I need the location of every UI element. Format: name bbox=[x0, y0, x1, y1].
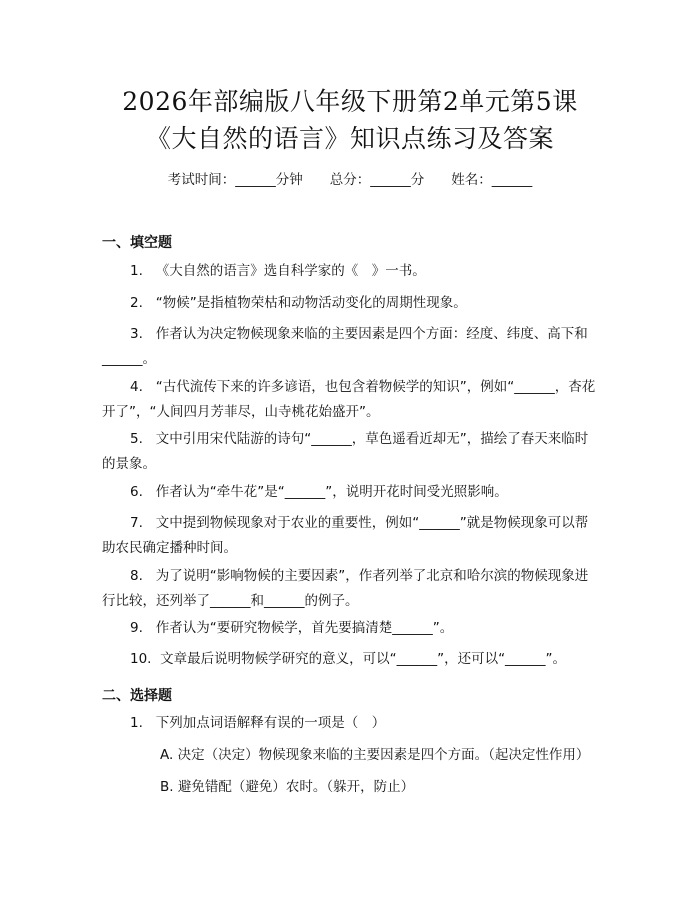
question-text: 作者认为“牵牛花”是“______”，说明开花时间受光照影响。 bbox=[155, 484, 508, 500]
question-text: 文章最后说明物候学研究的意义，可以“______”，还可以“______”。 bbox=[160, 651, 567, 667]
section-heading-choice: 二、选择题 bbox=[102, 688, 172, 704]
question-text: “物候”是指植物荣枯和动物活动变化的周期性现象。 bbox=[155, 295, 467, 311]
question-text: 《大自然的语言》选自科学家的《 》一书。 bbox=[155, 263, 426, 279]
section-heading-fill-in: 一、填空题 bbox=[102, 235, 172, 251]
question-fill-6 bbox=[102, 480, 598, 505]
question-number: 5. bbox=[130, 431, 143, 447]
question-number: 3. bbox=[130, 326, 143, 342]
title-line-1: 2026年部编版八年级下册第2单元第5课 bbox=[122, 87, 578, 116]
question-text: “古代流传下来的许多谚语，也包含着物候学的知识”，例如“______，杏花开了”，“人间四月芳菲尽，山寺桃花始盛开”。 bbox=[102, 379, 596, 420]
question-text: 文中提到物候现象对于农业的重要性，例如“______”就是物候现象可以帮助农民确定播种时间。 bbox=[102, 515, 589, 556]
question-fill-3 bbox=[102, 322, 598, 372]
question-number: 10. bbox=[130, 651, 152, 667]
question-number: 4. bbox=[130, 379, 143, 395]
exam-info: 考试时间：______分钟 总分：______分 姓名：______ bbox=[167, 172, 533, 188]
question-text: 为了说明“影响物候的主要因素”，作者列举了北京和哈尔滨的物候现象进行比较，还列举了______和______的例子。 bbox=[102, 568, 589, 609]
question-number: 1. bbox=[130, 715, 143, 731]
question-fill-1 bbox=[102, 259, 598, 284]
question-text: 下列加点词语解释有误的一项是（ ） bbox=[155, 715, 386, 731]
question-fill-2 bbox=[102, 291, 598, 316]
question-fill-9 bbox=[102, 616, 598, 641]
choice-option-b: B. 避免错配（避免）农时。（躲开，防止） bbox=[160, 779, 415, 795]
question-fill-8 bbox=[102, 564, 598, 614]
question-text: 作者认为“要研究物候学，首先要搞清楚______”。 bbox=[155, 620, 454, 636]
question-number: 2. bbox=[130, 295, 143, 311]
question-choice-1 bbox=[102, 711, 598, 736]
choice-option-a: A. 决定（决定）物候现象来临的主要因素是四个方面。（起决定性作用） bbox=[160, 747, 590, 763]
question-text: 作者认为决定物候现象来临的主要因素是四个方面：经度、纬度、高下和______。 bbox=[102, 326, 588, 367]
question-fill-4 bbox=[102, 375, 598, 425]
question-number: 1. bbox=[130, 263, 143, 279]
question-text: 文中引用宋代陆游的诗句“______，草色遥看近却无”，描绘了春天来临时的景象。 bbox=[102, 431, 589, 472]
question-fill-10 bbox=[102, 647, 598, 672]
question-number: 6. bbox=[130, 484, 143, 500]
title-line-2: 《大自然的语言》知识点练习及答案 bbox=[145, 124, 554, 153]
question-fill-5 bbox=[102, 427, 598, 477]
question-fill-7 bbox=[102, 511, 598, 561]
question-number: 8. bbox=[130, 568, 143, 584]
question-number: 9. bbox=[130, 620, 143, 636]
question-number: 7. bbox=[130, 515, 143, 531]
